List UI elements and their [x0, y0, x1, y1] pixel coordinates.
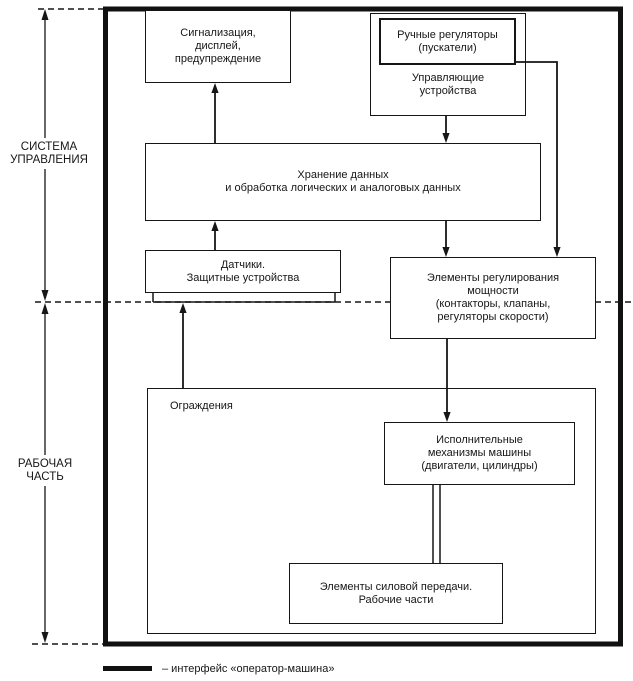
control-devices-caption: [371, 72, 525, 98]
box-power-control-elements: [390, 257, 596, 339]
section-label-control-system: [3, 138, 95, 169]
box-text-line: предупреждение: [174, 53, 262, 65]
box-text-line: Защитные устройства: [186, 271, 300, 284]
section-label-line: РАБОЧАЯ: [17, 458, 73, 470]
box-text-line: Датчики.: [220, 258, 266, 271]
arrowhead-down-icon: [42, 290, 49, 301]
box-text-line: (пускатели): [418, 41, 477, 54]
box-text-line: (контакторы, клапаны,: [435, 298, 551, 310]
arrowhead-down-icon: [553, 247, 560, 257]
box-text-line: (двигатели, цилиндры): [421, 460, 538, 472]
box-text-line: дисплей,: [195, 40, 241, 52]
legend: [103, 661, 335, 676]
box-text-line: и обработка логических и аналоговых данных: [225, 182, 461, 194]
box-machine-actuators: [384, 422, 575, 485]
box-sensors-protective-devices: [145, 250, 341, 293]
section-label-line: ЧАСТЬ: [26, 470, 64, 483]
box-data-storage-processing: [145, 143, 541, 221]
section-label-line: УПРАВЛЕНИЯ: [10, 153, 88, 166]
box-control-devices: [370, 13, 526, 116]
arrowhead-up-icon: [42, 303, 49, 314]
box-text-line: механизмы машины: [427, 447, 532, 459]
arrowhead-down-icon: [42, 632, 49, 643]
box-manual-regulators: [379, 18, 516, 65]
legend-label: – интерфейс «оператор-машина»: [162, 662, 335, 675]
box-text-line: регуляторы скорости): [437, 311, 549, 323]
arrowhead-up-icon: [211, 83, 218, 93]
arrowhead-up-icon: [211, 221, 218, 231]
section-label-working-part: [12, 455, 78, 486]
box-text-line: мощности: [467, 285, 519, 297]
box-text-line: Ручные регуляторы: [397, 28, 498, 41]
section-label-line: СИСТЕМА: [20, 141, 78, 153]
box-text-line: устройства: [419, 85, 477, 97]
arrowhead-up-icon: [179, 303, 186, 313]
box-text-line: Исполнительные: [436, 434, 523, 446]
box-signaling-display-warning: [145, 10, 291, 83]
dimension-lines: [42, 9, 49, 643]
arrowhead-down-icon: [442, 247, 449, 257]
arrowhead-down-icon: [442, 133, 449, 143]
box-text-line: Управляющие: [411, 72, 485, 84]
box-text-line: Элементы регулирования: [426, 272, 560, 284]
arrowhead-up-icon: [42, 9, 49, 20]
box-text-line: Хранение данных: [297, 169, 389, 181]
box-power-transmission-working-parts: [289, 563, 503, 624]
box-text-line: Сигнализация,: [180, 27, 256, 39]
box-text-line: Рабочие части: [358, 593, 434, 606]
legend-thick-line-swatch: [103, 666, 152, 671]
guards-label: Ограждения: [170, 400, 233, 412]
box-text-line: Элементы силовой передачи.: [319, 580, 473, 593]
